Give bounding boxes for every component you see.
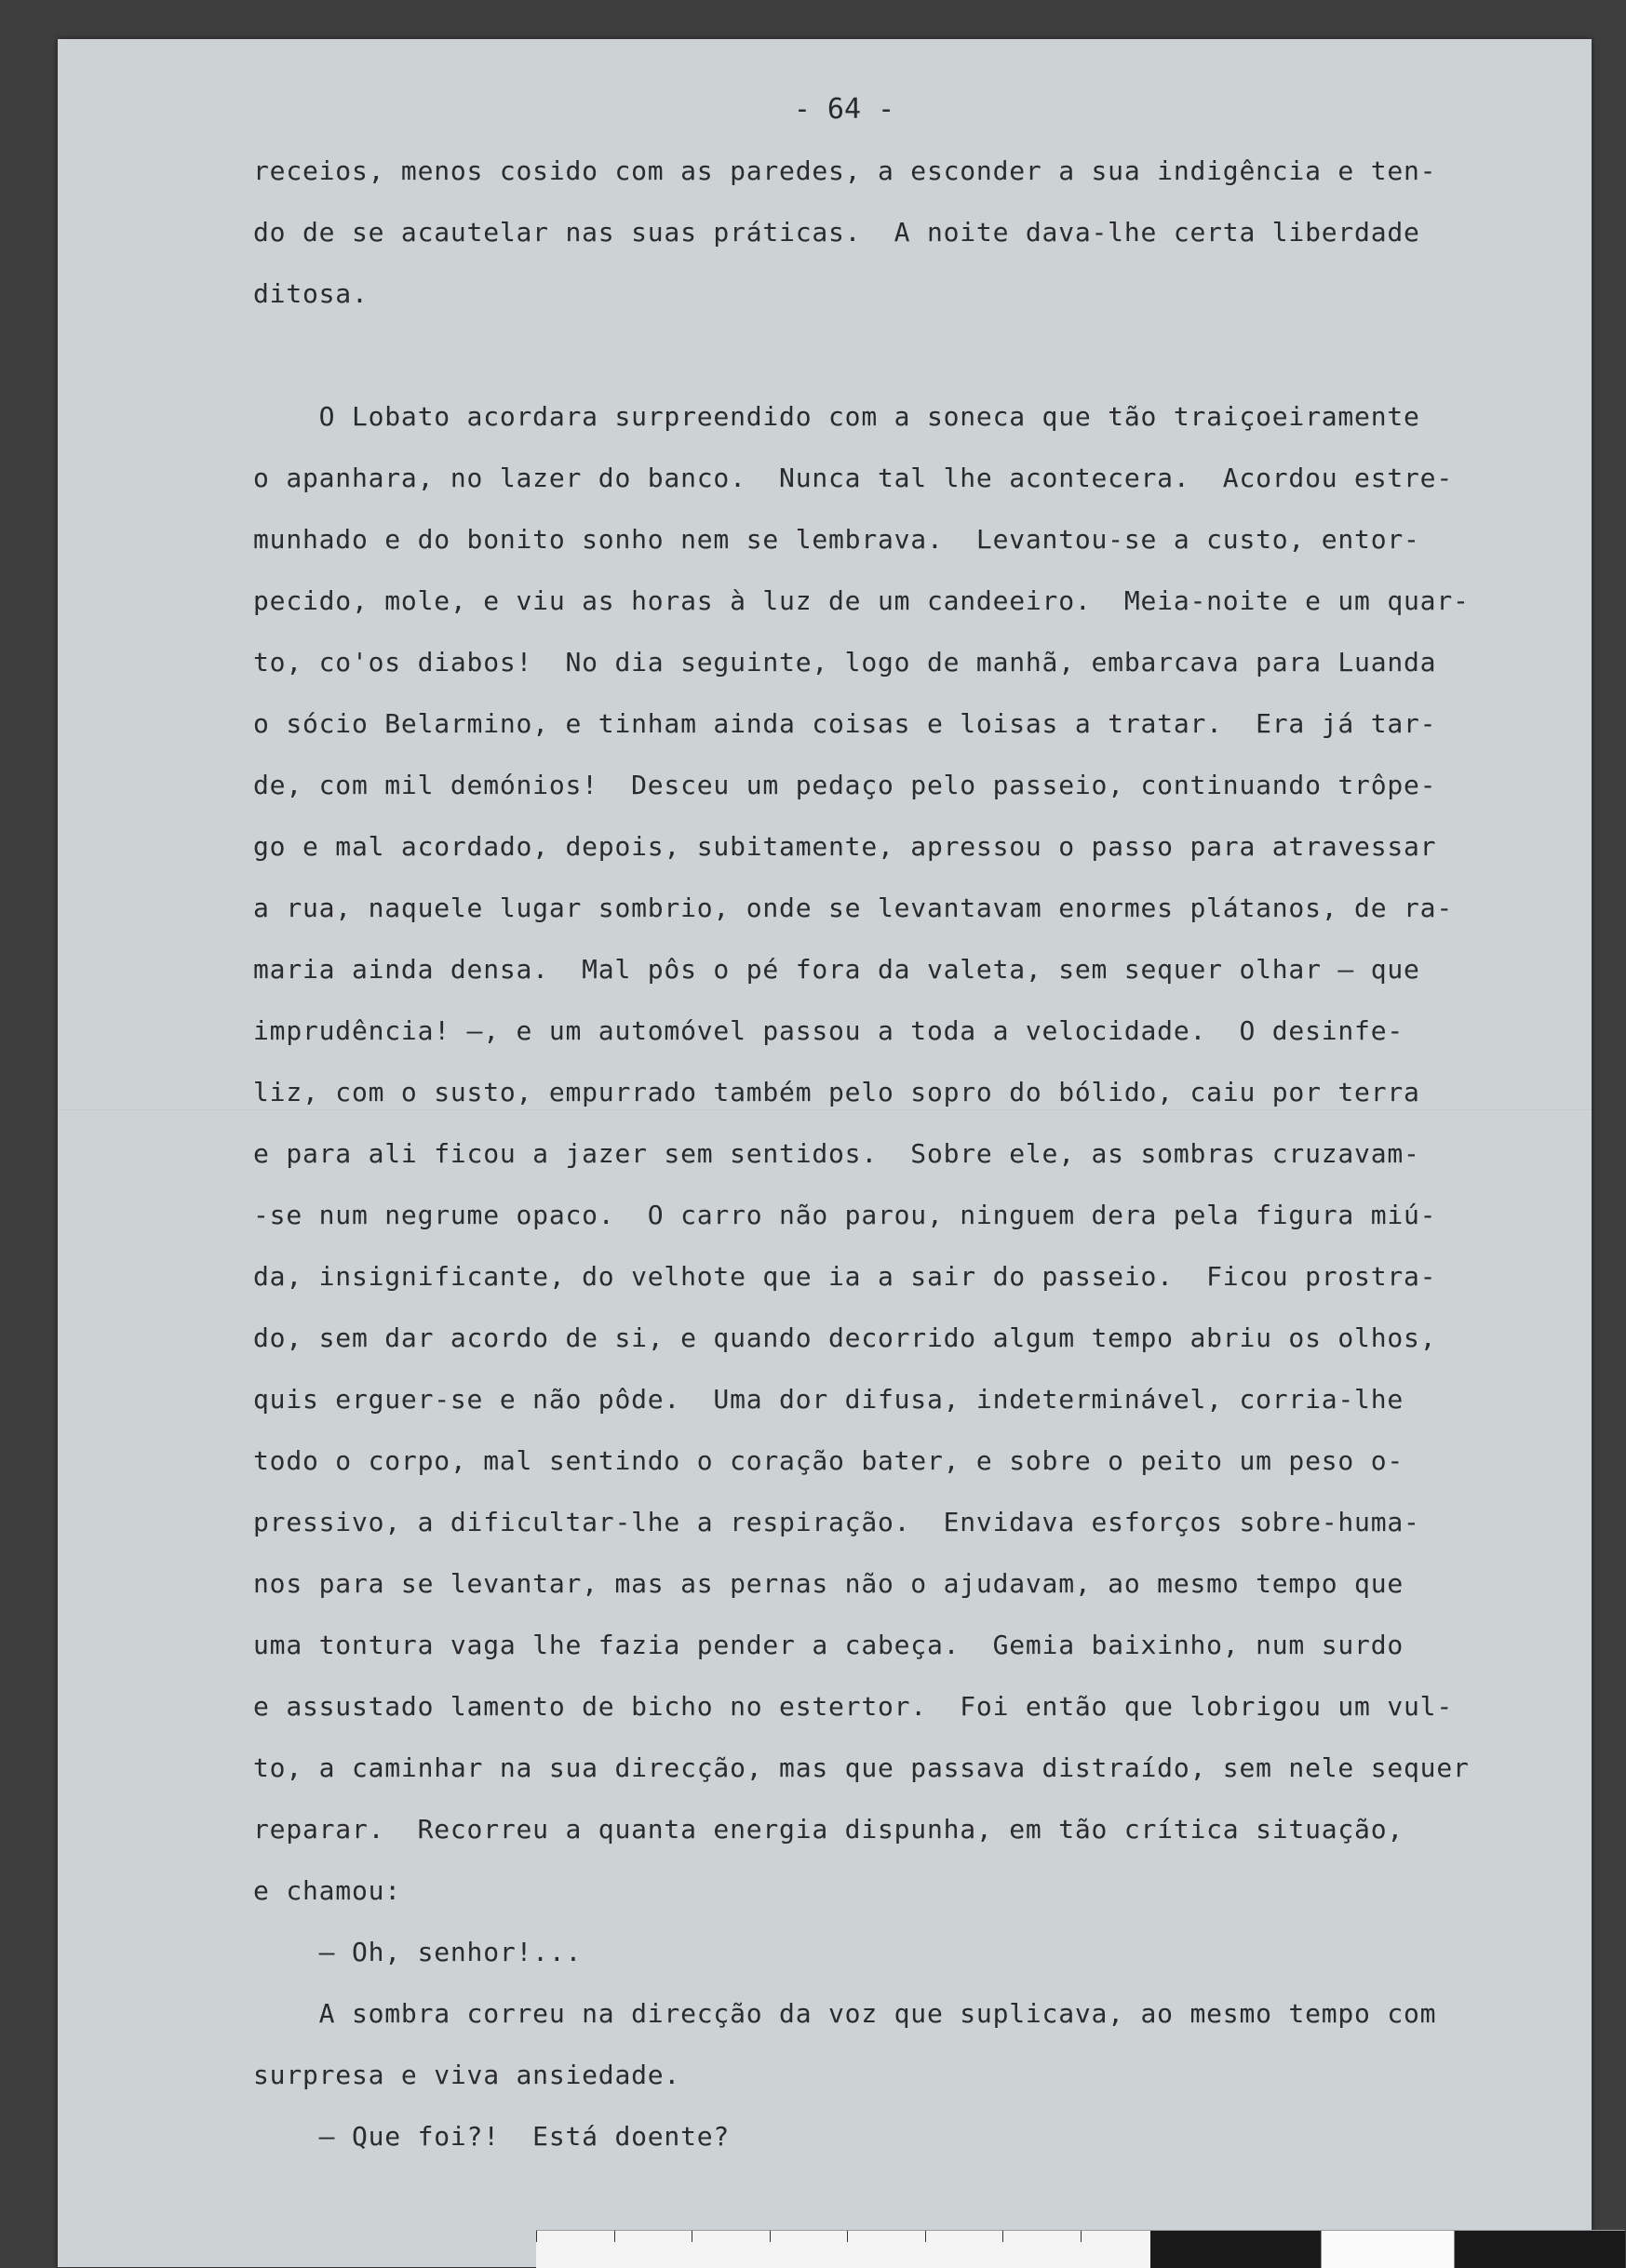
text-line: liz, com o susto, empurrado também pelo sopro do bólido, caiu por terra [253,1077,1420,1107]
ruler-tick [1081,2231,1159,2242]
ruler-tick [614,2231,692,2242]
text-line: pecido, mole, e viu as horas à luz de um candeeiro. Meia-noite e um quar- [253,585,1470,616]
page-number: - 64 - [793,93,895,126]
text-line: do, sem dar acordo de si, e quando decorrido algum tempo abriu os olhos, [253,1322,1437,1353]
text-line: de, com mil demónios! Desceu um pedaço pelo passeio, continuando trôpe- [253,770,1437,800]
text-line: receios, menos cosido com as paredes, a esconder a sua indigência e ten- [253,155,1437,186]
scale-ruler [536,2230,1625,2268]
text-line: go e mal acordado, depois, subitamente, apressou o passo para atravessar [253,831,1437,862]
text-line: o sócio Belarmino, e tinham ainda coisas e loisas a tratar. Era já tar- [253,708,1437,739]
text-line: do de se acautelar nas suas práticas. A noite dava-lhe certa liberdade [253,217,1420,248]
text-line: e chamou: [253,1875,401,1906]
text-line: o apanhara, no lazer do banco. Nunca tal lhe acontecera. Acordou estre- [253,463,1453,493]
text-line: e para ali ficou a jazer sem sentidos. Sobre ele, as sombras cruzavam- [253,1138,1420,1169]
body-text [58,39,1592,2267]
text-line: — Que foi?! Está doente? [253,2121,731,2152]
text-line: reparar. Recorreu a quanta energia dispunha, em tão crítica situação, [253,1814,1404,1845]
text-line: e assustado lamento de bicho no estertor. Foi então que lobrigou um vul- [253,1691,1453,1722]
text-line: imprudência! —, e um automóvel passou a toda a velocidade. O desinfe- [253,1015,1404,1046]
text-line: -se num negrume opaco. O carro não parou, ninguem dera pela figura miú- [253,1200,1437,1230]
ruler-tick [536,2231,614,2242]
text-line: da, insignificante, do velhote que ia a sair do passeio. Ficou prostra- [253,1261,1437,1292]
ruler-tick [770,2231,848,2242]
text-line: pressivo, a dificultar-lhe a respiração. Envidava esforços sobre-huma- [253,1507,1420,1537]
ruler-tick [925,2231,1003,2242]
ruler-tick [692,2231,770,2242]
text-line: surpresa e viva ansiedade. [253,2060,681,2090]
text-line: munhado e do bonito sonho nem se lembrava. Levantou-se a custo, entor- [253,524,1420,555]
text-line: O Lobato acordara surpreendido com a soneca que tão traiçoeiramente [253,401,1420,432]
text-line: to, a caminhar na sua direcção, mas que passava distraído, sem nele sequer [253,1752,1470,1783]
text-line: a rua, naquele lugar sombrio, onde se levantavam enormes plátanos, de ra- [253,892,1453,923]
text-line: nos para se levantar, mas as pernas não o ajudavam, ao mesmo tempo que [253,1568,1404,1599]
color-scale-bar [1150,2231,1625,2268]
text-line: quis erguer-se e não pôde. Uma dor difusa, indeterminável, corria-lhe [253,1384,1404,1415]
text-line: to, co'os diabos! No dia seguinte, logo de manhã, embarcava para Luanda [253,647,1437,678]
text-line: uma tontura vaga lhe fazia pender a cabeça. Gemia baixinho, num surdo [253,1630,1404,1660]
text-line: A sombra correu na direcção da voz que suplicava, ao mesmo tempo com [253,1998,1437,2029]
ruler-tick [1002,2231,1081,2242]
text-line: todo o corpo, mal sentindo o coração bater, e sobre o peito um peso o- [253,1445,1404,1476]
ruler-tick [847,2231,925,2242]
text-line: — Oh, senhor!... [253,1937,583,1967]
text-line: ditosa. [253,278,369,309]
text-line: maria ainda densa. Mal pôs o pé fora da valeta, sem sequer olhar — que [253,954,1420,985]
document-page [58,39,1592,2267]
